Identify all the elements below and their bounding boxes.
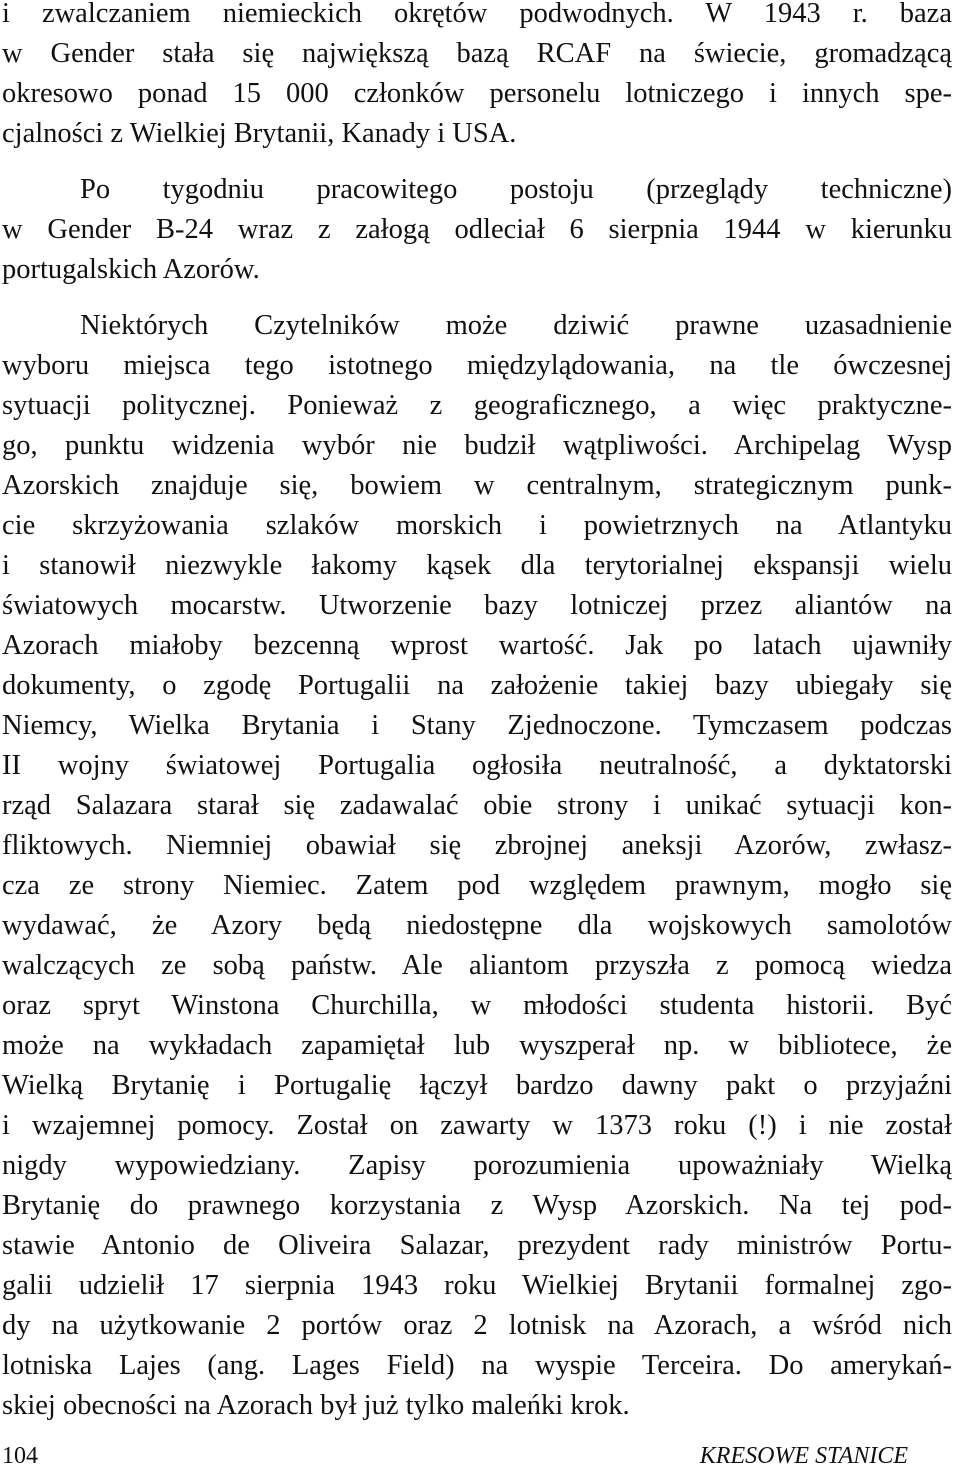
page-number: 104	[2, 1443, 38, 1469]
text-line: w Gender stała się największą bazą RCAF na świecie, gromadzącą	[2, 38, 952, 69]
text-line: oraz spryt Winstona Churchilla, w młodości studenta historii. Być	[2, 990, 952, 1021]
text-line: lotniska Lajes (ang. Lages Field) na wyspie Terceira. Do amerykań-	[2, 1350, 952, 1381]
text-line: walczących ze sobą państw. Ale aliantom przyszła z pomocą wiedza	[2, 950, 952, 981]
text-line: Niektórych Czytelników może dziwić prawne uzasadnienie	[80, 310, 952, 341]
text-line: cie skrzyżowania szlaków morskich i powietrznych na Atlantyku	[2, 510, 952, 541]
text-line: Niemcy, Wielka Brytania i Stany Zjednoczone. Tymczasem podczas	[2, 710, 952, 741]
text-line: skiej obecności na Azorach był już tylko maleńki krok.	[2, 1390, 630, 1421]
text-line: Brytanię do prawnego korzystania z Wysp Azorskich. Na tej pod-	[2, 1190, 952, 1221]
text-line: może na wykładach zapamiętał lub wyszperał np. w bibliotece, że	[2, 1030, 952, 1061]
text-line: Wielką Brytanię i Portugalię łączył bardzo dawny pakt o przyjaźni	[2, 1070, 952, 1101]
text-line: fliktowych. Niemniej obawiał się zbrojnej aneksji Azorów, zwłasz-	[2, 830, 952, 861]
text-line: światowych mocarstw. Utworzenie bazy lotniczej przez aliantów na	[2, 590, 952, 621]
text-line: galii udzielił 17 sierpnia 1943 roku Wielkiej Brytanii formalnej zgo-	[2, 1270, 952, 1301]
text-line: sytuacji politycznej. Ponieważ z geograficznego, a więc praktyczne-	[2, 390, 952, 421]
text-line: stawie Antonio de Oliveira Salazar, prezydent rady ministrów Portu-	[2, 1230, 952, 1261]
text-line: i wzajemnej pomocy. Został on zawarty w 1373 roku (!) i nie został	[2, 1110, 952, 1141]
text-line: wydawać, że Azory będą niedostępne dla wojskowych samolotów	[2, 910, 952, 941]
text-line: dokumenty, o zgodę Portugalii na założenie takiej bazy ubiegały się	[2, 670, 952, 701]
text-line: II wojny światowej Portugalia ogłosiła neutralność, a dyktatorski	[2, 750, 952, 781]
text-line: dy na użytkowanie 2 portów oraz 2 lotnisk na Azorach, a wśród nich	[2, 1310, 952, 1341]
running-footer-title: KRESOWE STANICE	[699, 1443, 908, 1469]
text-line: w Gender B-24 wraz z załogą odleciał 6 sierpnia 1944 w kierunku	[2, 214, 952, 245]
text-line: cza ze strony Niemiec. Zatem pod względem prawnym, mogło się	[2, 870, 952, 901]
text-line: cjalności z Wielkiej Brytanii, Kanady i USA.	[2, 118, 517, 149]
text-line: Azorach miałoby bezcenną wprost wartość. Jak po latach ujawniły	[2, 630, 952, 661]
text-line: Azorskich znajduje się, bowiem w centralnym, strategicznym punk-	[2, 470, 952, 501]
text-line: portugalskich Azorów.	[2, 254, 260, 285]
text-line: nigdy wypowiedziany. Zapisy porozumienia upoważniały Wielką	[2, 1150, 952, 1181]
text-line: rząd Salazara starał się zadawalać obie strony i unikać sytuacji kon-	[2, 790, 952, 821]
text-line: okresowo ponad 15 000 członków personelu lotniczego i innych spe-	[2, 78, 952, 109]
text-line: go, punktu widzenia wybór nie budził wątpliwości. Archipelag Wysp	[2, 430, 952, 461]
text-line: Po tygodniu pracowitego postoju (przeglądy techniczne)	[80, 174, 952, 205]
text-line: i zwalczaniem niemieckich okrętów podwodnych. W 1943 r. baza	[2, 0, 952, 29]
text-line: wyboru miejsca tego istotnego międzylądowania, na tle ówczesnej	[2, 350, 952, 381]
text-line: i stanowił niezwykle łakomy kąsek dla terytorialnej ekspansji wielu	[2, 550, 952, 581]
